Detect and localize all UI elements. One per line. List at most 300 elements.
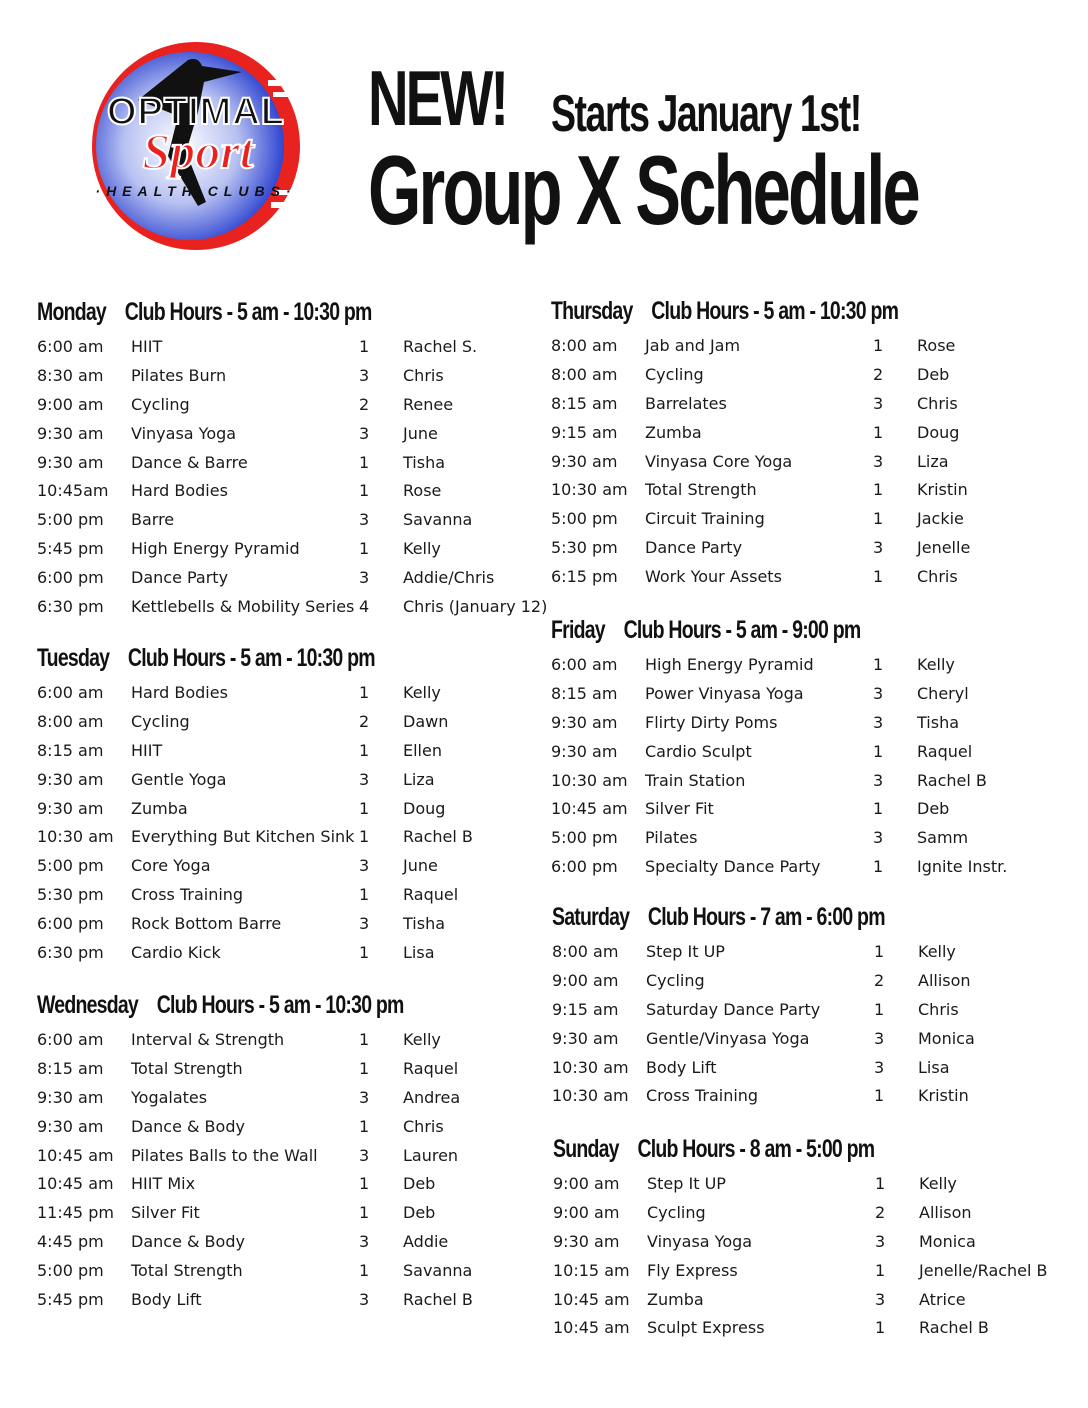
class-name: Step It UP: [647, 1174, 726, 1193]
class-name: Cross Training: [131, 885, 244, 905]
class-row: [553, 1314, 1073, 1343]
studio-number: 3: [873, 712, 884, 732]
class-name: Hard Bodies: [131, 683, 228, 702]
instructor-name: Addie: [403, 1232, 449, 1252]
class-time: 9:15 am: [551, 422, 618, 442]
svg-text:Sport: Sport: [142, 123, 254, 179]
class-row: [37, 1199, 557, 1228]
instructor-name: Tisha: [403, 452, 446, 472]
class-time: 10:30 am: [551, 480, 628, 500]
instructor-name: Andrea: [403, 1087, 461, 1107]
class-time: 6:30 pm: [37, 597, 104, 617]
instructor-name: Kelly: [403, 683, 441, 702]
class-time: 9:00 am: [553, 1202, 620, 1222]
class-row: [552, 1082, 1072, 1111]
class-name: Zumba: [131, 798, 188, 818]
studio-number: 2: [874, 970, 885, 990]
class-time: 10:15 am: [553, 1260, 630, 1280]
class-time: 9:30 am: [37, 423, 104, 443]
studio-number: 1: [359, 1261, 370, 1281]
class-time: 5:30 pm: [37, 885, 104, 905]
class-name: Pilates Balls to the Wall: [131, 1145, 318, 1165]
studio-number: 1: [874, 999, 885, 1019]
instructor-name: Kristin: [917, 480, 968, 500]
studio-number: 1: [873, 741, 884, 761]
studio-number: 3: [873, 451, 884, 471]
studio-number: 1: [359, 943, 370, 963]
studio-number: 3: [359, 769, 370, 789]
club-hours: Club Hours - 8 am - 5:00 pm: [637, 1135, 875, 1163]
class-name: HIIT: [131, 337, 163, 356]
svg-text:·HEALTH CLUBS·: ·HEALTH CLUBS·: [95, 183, 297, 199]
class-time: 10:45 am: [37, 1145, 114, 1165]
class-name: Work Your Assets: [645, 567, 782, 587]
studio-number: 3: [873, 393, 884, 413]
class-time: 6:00 am: [37, 683, 104, 702]
day-name: Thursday: [551, 297, 633, 325]
class-row: [37, 910, 557, 939]
class-time: 8:15 am: [551, 393, 618, 413]
instructor-name: Savanna: [403, 1261, 473, 1281]
studio-number: 3: [873, 770, 884, 790]
instructor-name: Rachel B: [403, 827, 473, 847]
class-row: [37, 1113, 557, 1142]
club-hours: Club Hours - 7 am - 6:00 pm: [647, 903, 885, 931]
instructor-name: Rose: [403, 481, 442, 501]
studio-number: 1: [873, 422, 884, 442]
class-time: 9:00 am: [37, 394, 104, 414]
instructor-name: Jenelle: [917, 538, 971, 558]
class-time: 6:00 am: [551, 655, 618, 674]
instructor-name: Kelly: [403, 539, 441, 559]
class-name: Kettlebells & Mobility Series: [131, 597, 355, 617]
class-row: [552, 1025, 1072, 1054]
instructor-name: Raquel: [403, 1058, 459, 1078]
instructor-name: Ellen: [403, 740, 442, 760]
class-row: [551, 505, 1071, 534]
class-time: 6:00 pm: [37, 914, 104, 934]
instructor-name: Lauren: [403, 1145, 459, 1165]
class-name: Cardio Sculpt: [645, 741, 752, 761]
class-name: Total Strength: [131, 1058, 243, 1078]
class-name: Pilates Burn: [131, 365, 227, 385]
studio-number: 1: [359, 1058, 370, 1078]
instructor-name: Tisha: [917, 712, 960, 732]
class-name: Silver Fit: [131, 1203, 200, 1223]
studio-number: 1: [359, 827, 370, 847]
day-heading: [553, 1134, 959, 1164]
instructor-name: Rachel S.: [403, 337, 478, 356]
instructor-name: Chris: [917, 393, 958, 413]
day-section-sunday: [553, 1134, 1073, 1343]
class-row: [553, 1228, 1073, 1257]
instructor-name: Atrice: [919, 1289, 966, 1309]
instructor-name: Doug: [917, 422, 960, 442]
class-row: [37, 766, 557, 795]
instructor-name: Kelly: [917, 655, 955, 674]
club-hours: Club Hours - 5 am - 10:30 pm: [124, 298, 372, 326]
class-row: [551, 795, 1071, 824]
class-name: Barrelates: [645, 393, 727, 413]
studio-number: 1: [874, 942, 885, 961]
instructor-name: Chris: [917, 567, 958, 587]
class-row: [37, 535, 557, 564]
class-row: [552, 1054, 1072, 1083]
instructor-name: Cheryl: [917, 683, 969, 703]
studio-number: 1: [873, 567, 884, 587]
studio-number: 1: [359, 740, 370, 760]
class-name: Vinyasa Yoga: [647, 1231, 753, 1251]
class-time: 9:30 am: [551, 451, 618, 471]
day-name: Wednesday: [37, 991, 138, 1019]
class-row: [37, 391, 557, 420]
class-time: 9:30 am: [552, 1028, 619, 1048]
class-name: Specialty Dance Party: [645, 857, 821, 877]
class-name: Cross Training: [646, 1086, 759, 1106]
class-row: [552, 967, 1072, 996]
class-name: Dance & Body: [131, 1116, 245, 1136]
class-row: [37, 1286, 557, 1315]
class-row: [551, 767, 1071, 796]
class-list: [551, 332, 1071, 592]
instructor-name: Renee: [403, 394, 454, 414]
class-name: Dance & Barre: [131, 452, 248, 472]
class-row: [37, 881, 557, 910]
class-time: 9:30 am: [553, 1231, 620, 1251]
instructor-name: June: [403, 856, 438, 876]
class-time: 5:00 pm: [37, 1261, 104, 1281]
class-row: [37, 1228, 557, 1257]
class-row: [551, 738, 1071, 767]
class-time: 8:15 am: [37, 740, 104, 760]
class-row: [553, 1199, 1073, 1228]
class-name: Rock Bottom Barre: [131, 914, 282, 934]
class-name: Sculpt Express: [647, 1318, 765, 1338]
studio-number: 3: [359, 1232, 370, 1252]
studio-number: 1: [359, 1174, 370, 1194]
class-time: 11:45 pm: [37, 1203, 114, 1223]
class-time: 8:00 am: [551, 364, 618, 384]
class-time: 10:45 am: [553, 1318, 630, 1338]
new-label: NEW!: [368, 54, 507, 142]
class-list: [553, 1170, 1073, 1343]
studio-number: 1: [359, 452, 370, 472]
class-row: [551, 651, 1071, 680]
class-name: Body Lift: [131, 1290, 202, 1310]
class-time: 9:00 am: [553, 1174, 620, 1193]
class-name: Cycling: [131, 711, 190, 731]
studio-number: 1: [359, 885, 370, 905]
page-title: Group X Schedule: [368, 135, 918, 245]
class-time: 5:00 pm: [37, 510, 104, 530]
day-section-tuesday: [37, 643, 557, 968]
studio-number: 3: [359, 856, 370, 876]
class-row: [37, 737, 557, 766]
instructor-name: Chris: [403, 365, 444, 385]
day-heading: [551, 296, 957, 326]
studio-number: 1: [359, 539, 370, 559]
class-time: 8:15 am: [551, 683, 618, 703]
studio-number: 1: [359, 1203, 370, 1223]
studio-number: 1: [873, 480, 884, 500]
class-time: 8:30 am: [37, 365, 104, 385]
class-name: Flirty Dirty Poms: [645, 712, 778, 732]
studio-number: 3: [873, 538, 884, 558]
class-time: 5:00 pm: [37, 856, 104, 876]
class-name: Total Strength: [645, 480, 757, 500]
class-row: [551, 563, 1071, 592]
class-row: [553, 1286, 1073, 1315]
studio-number: 1: [875, 1260, 886, 1280]
studio-number: 3: [874, 1057, 885, 1077]
studio-number: 3: [875, 1289, 886, 1309]
instructor-name: Liza: [917, 451, 949, 471]
day-name: Friday: [551, 616, 605, 644]
class-time: 9:30 am: [37, 1087, 104, 1107]
instructor-name: Dawn: [403, 711, 449, 731]
studio-number: 1: [359, 683, 370, 702]
class-row: [37, 449, 557, 478]
studio-number: 1: [873, 509, 884, 529]
studio-number: 1: [873, 655, 884, 674]
club-hours: Club Hours - 5 am - 10:30 pm: [156, 991, 404, 1019]
instructor-name: Rachel B: [403, 1290, 473, 1310]
class-time: 10:45am: [37, 481, 109, 501]
class-time: 6:15 pm: [551, 567, 618, 587]
class-name: Fly Express: [647, 1260, 738, 1280]
studio-number: 2: [873, 364, 884, 384]
class-list: [37, 1026, 557, 1315]
instructor-name: Deb: [403, 1203, 436, 1223]
day-section-friday: [551, 615, 1071, 882]
class-row: [551, 361, 1071, 390]
class-row: [37, 708, 557, 737]
class-time: 9:30 am: [37, 798, 104, 818]
class-name: Core Yoga: [131, 856, 211, 876]
class-list: [37, 333, 557, 622]
class-time: 5:00 pm: [551, 828, 618, 848]
class-row: [551, 448, 1071, 477]
instructor-name: Liza: [403, 769, 435, 789]
day-heading: [552, 902, 958, 932]
instructor-name: Kelly: [919, 1174, 957, 1193]
club-hours: Club Hours - 5 am - 10:30 pm: [651, 297, 899, 325]
instructor-name: June: [403, 423, 438, 443]
studio-number: 3: [359, 1087, 370, 1107]
class-name: Cycling: [647, 1202, 706, 1222]
class-time: 6:00 pm: [551, 857, 618, 877]
class-row: [552, 938, 1072, 967]
studio-number: 3: [874, 1028, 885, 1048]
instructor-name: Rose: [917, 336, 956, 355]
headline: [368, 54, 1068, 245]
class-time: 6:00 am: [37, 337, 104, 356]
class-row: [551, 824, 1071, 853]
class-row: [553, 1257, 1073, 1286]
day-heading: [551, 615, 957, 645]
club-hours: Club Hours - 5 am - 9:00 pm: [623, 616, 861, 644]
class-row: [37, 1257, 557, 1286]
class-time: 6:00 pm: [37, 568, 104, 588]
class-time: 10:30 am: [37, 827, 114, 847]
class-time: 10:30 am: [552, 1086, 629, 1106]
studio-number: 1: [359, 337, 370, 356]
class-name: Gentle Yoga: [131, 769, 227, 789]
class-name: Cardio Kick: [131, 943, 221, 963]
instructor-name: Allison: [919, 1202, 972, 1222]
class-row: [37, 564, 557, 593]
class-name: Hard Bodies: [131, 481, 228, 501]
day-section-monday: [37, 297, 557, 622]
class-name: Vinyasa Yoga: [131, 423, 237, 443]
class-time: 5:30 pm: [551, 538, 618, 558]
svg-text:OPTIMAL: OPTIMAL: [107, 91, 285, 133]
instructor-name: Chris: [918, 999, 959, 1019]
instructor-name: Addie/Chris: [403, 568, 495, 588]
studio-number: 1: [875, 1318, 886, 1338]
class-name: Zumba: [645, 422, 702, 442]
class-row: [37, 593, 557, 622]
instructor-name: Samm: [917, 828, 969, 848]
class-time: 8:00 am: [37, 711, 104, 731]
class-name: Body Lift: [646, 1057, 717, 1077]
class-name: Cycling: [645, 364, 704, 384]
day-section-saturday: [552, 902, 1072, 1111]
day-name: Saturday: [552, 903, 630, 931]
class-time: 9:15 am: [552, 999, 619, 1019]
class-time: 6:00 am: [37, 1030, 104, 1049]
class-time: 9:00 am: [552, 970, 619, 990]
class-row: [551, 709, 1071, 738]
class-name: HIIT: [131, 740, 163, 760]
instructor-name: Rachel B: [919, 1318, 989, 1338]
studio-number: 1: [875, 1174, 886, 1193]
class-name: Total Strength: [131, 1261, 243, 1281]
studio-number: 2: [359, 711, 370, 731]
instructor-name: Jackie: [917, 509, 964, 529]
class-name: Yogalates: [131, 1087, 208, 1107]
class-list: [551, 651, 1071, 882]
studio-number: 3: [873, 828, 884, 848]
class-name: Dance & Body: [131, 1232, 245, 1252]
instructor-name: Chris (January 12): [403, 597, 548, 617]
class-row: [551, 534, 1071, 563]
class-name: Cycling: [131, 394, 190, 414]
studio-number: 2: [875, 1202, 886, 1222]
class-list: [552, 938, 1072, 1111]
instructor-name: Kelly: [918, 942, 956, 961]
studio-number: 3: [359, 365, 370, 385]
class-row: [37, 420, 557, 449]
day-heading: [37, 990, 443, 1020]
class-name: High Energy Pyramid: [131, 539, 300, 559]
class-time: 8:00 am: [552, 942, 619, 961]
class-name: Barre: [131, 510, 175, 530]
logo-graphic-icon: [68, 40, 324, 252]
studio-number: 4: [359, 597, 370, 617]
instructor-name: Allison: [918, 970, 971, 990]
class-time: 5:00 pm: [551, 509, 618, 529]
day-section-thursday: [551, 296, 1071, 592]
instructor-name: Savanna: [403, 510, 473, 530]
class-time: 10:45 am: [553, 1289, 630, 1309]
class-name: Interval & Strength: [131, 1030, 285, 1049]
class-name: Power Vinyasa Yoga: [645, 683, 804, 703]
start-date-label: Starts January 1st!: [551, 85, 861, 143]
instructor-name: Monica: [919, 1231, 976, 1251]
class-name: Jab and Jam: [645, 336, 741, 355]
class-name: Dance Party: [131, 568, 229, 588]
studio-number: 1: [359, 798, 370, 818]
studio-number: 3: [359, 423, 370, 443]
class-row: [37, 939, 557, 968]
studio-number: 1: [873, 336, 884, 355]
class-row: [37, 1026, 557, 1055]
class-name: Train Station: [645, 770, 746, 790]
class-name: Circuit Training: [645, 509, 765, 529]
class-time: 10:45 am: [37, 1174, 114, 1194]
class-row: [37, 795, 557, 824]
studio-number: 3: [359, 914, 370, 934]
class-time: 9:30 am: [37, 452, 104, 472]
instructor-name: Doug: [403, 798, 446, 818]
class-time: 9:30 am: [551, 741, 618, 761]
instructor-name: Ignite Instr.: [917, 857, 1008, 877]
class-row: [551, 390, 1071, 419]
studio-number: 1: [359, 1116, 370, 1136]
class-time: 6:30 pm: [37, 943, 104, 963]
day-name: Tuesday: [37, 644, 110, 672]
studio-number: 3: [359, 1290, 370, 1310]
class-row: [37, 506, 557, 535]
instructor-name: Deb: [403, 1174, 436, 1194]
class-row: [551, 476, 1071, 505]
instructor-name: Lisa: [403, 943, 435, 963]
class-row: [551, 853, 1071, 882]
class-row: [37, 1055, 557, 1084]
class-name: Silver Fit: [645, 799, 714, 819]
class-row: [551, 419, 1071, 448]
studio-number: 3: [873, 683, 884, 703]
class-list: [37, 679, 557, 968]
studio-number: 3: [359, 510, 370, 530]
class-name: Zumba: [647, 1289, 704, 1309]
class-time: 10:45 am: [551, 799, 628, 819]
instructor-name: Kristin: [918, 1086, 969, 1106]
class-row: [37, 1170, 557, 1199]
instructor-name: Raquel: [403, 885, 459, 905]
class-name: Vinyasa Core Yoga: [645, 451, 793, 471]
class-name: HIIT Mix: [131, 1174, 196, 1194]
class-time: 8:00 am: [551, 336, 618, 355]
class-time: 9:30 am: [551, 712, 618, 732]
class-name: High Energy Pyramid: [645, 655, 814, 674]
studio-number: 3: [359, 568, 370, 588]
class-row: [37, 477, 557, 506]
class-time: 5:45 pm: [37, 1290, 104, 1310]
instructor-name: Raquel: [917, 741, 973, 761]
day-name: Monday: [37, 298, 106, 326]
class-name: Step It UP: [646, 942, 725, 961]
class-row: [37, 1142, 557, 1171]
class-row: [37, 1084, 557, 1113]
class-row: [551, 332, 1071, 361]
class-time: 5:45 pm: [37, 539, 104, 559]
class-time: 10:30 am: [552, 1057, 629, 1077]
class-row: [37, 823, 557, 852]
class-row: [37, 362, 557, 391]
studio-number: 3: [359, 1145, 370, 1165]
